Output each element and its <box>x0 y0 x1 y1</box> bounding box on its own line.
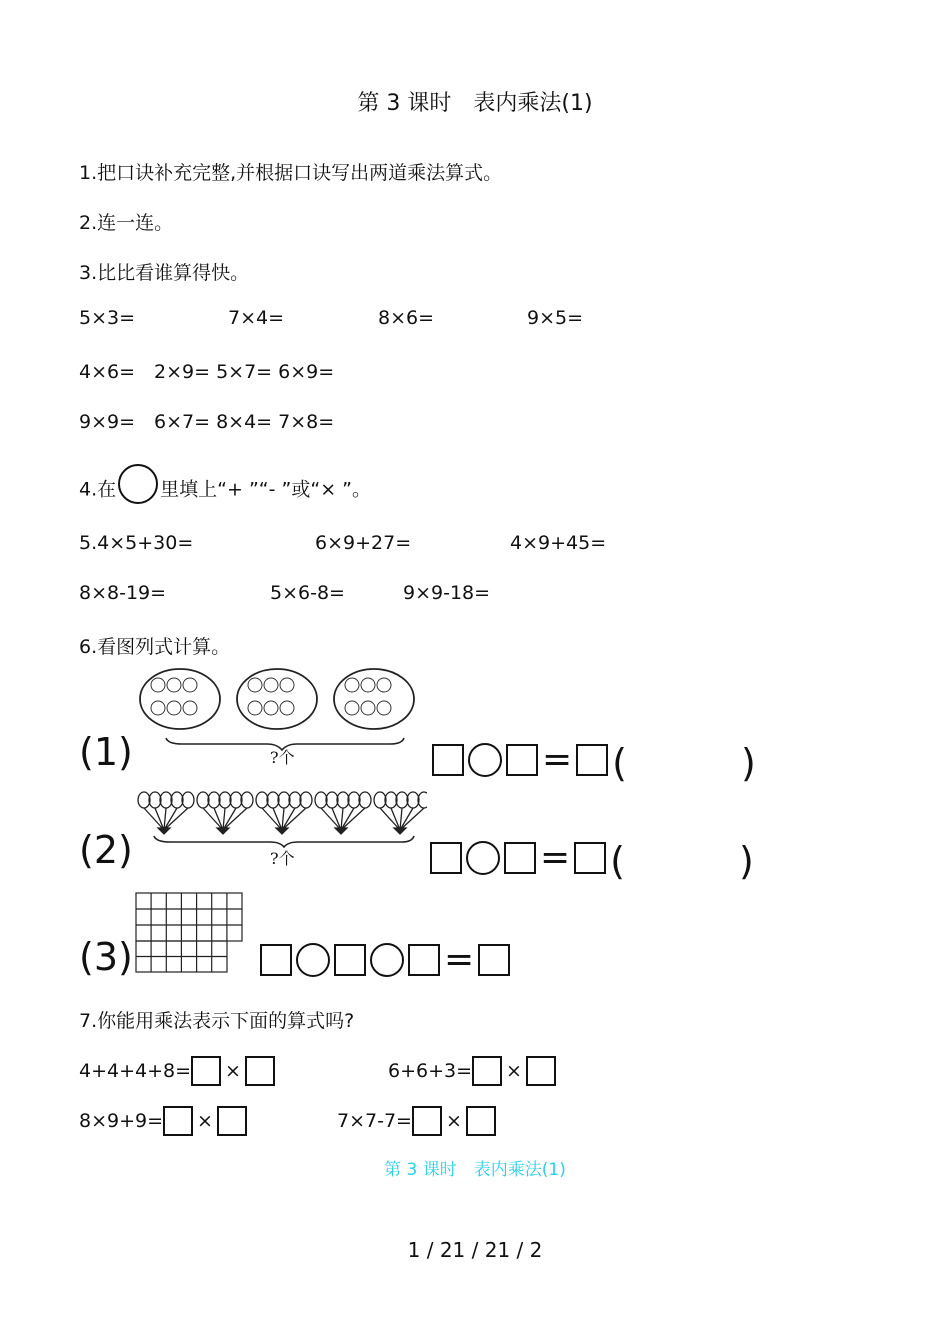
answer-box[interactable] <box>432 744 464 776</box>
answer-box[interactable] <box>506 744 538 776</box>
answer-box[interactable] <box>163 1106 193 1136</box>
answer-box[interactable] <box>466 1106 496 1136</box>
q5-expr-2: 6×9+27= <box>315 532 412 554</box>
answer-box[interactable] <box>504 842 536 874</box>
q7-item-2 <box>388 1056 556 1086</box>
q7-expr: 8×9+9= <box>79 1110 164 1132</box>
question-3: 3.比比看谁算得快。 <box>79 262 250 284</box>
answer-box[interactable] <box>478 944 510 976</box>
answer-box[interactable] <box>245 1056 275 1086</box>
q5-expr-5: 5×6-8= <box>270 582 345 604</box>
answer-box[interactable] <box>191 1056 221 1086</box>
answer-box[interactable] <box>576 744 608 776</box>
answer-box[interactable] <box>472 1056 502 1086</box>
question-2: 2.连一连。 <box>79 212 174 234</box>
page-number: 1 / 21 / 21 / 2 <box>407 1238 543 1262</box>
answer-box[interactable] <box>412 1106 442 1136</box>
page-title: 第 3 课时 表内乘法(1) <box>357 91 593 116</box>
answer-circle[interactable] <box>466 841 500 875</box>
answer-circle[interactable] <box>468 743 502 777</box>
question-7: 7.你能用乘法表示下面的算式吗? <box>79 1010 355 1032</box>
q5-expr-4: 8×8-19= <box>79 582 167 604</box>
q5-expr-3: 4×9+45= <box>510 532 607 554</box>
q6-answer-1 <box>430 732 756 787</box>
brace-label-1: ?个 <box>270 748 295 767</box>
q6-label-1: (1) <box>79 730 133 774</box>
question-4 <box>79 470 371 510</box>
q3-row-3: 9×9= 6×7= 8×4= 7×8= <box>79 411 335 433</box>
q3-expr-2: 7×4= <box>228 307 285 329</box>
answer-box[interactable] <box>334 944 366 976</box>
equals-sign: = <box>540 836 571 878</box>
answer-box[interactable] <box>574 842 606 874</box>
q4-suffix: 里填上“+ ”“- ”或“× ”。 <box>160 478 372 501</box>
q3-expr-1: 5×3= <box>79 307 136 329</box>
times-sign: × <box>506 1060 522 1082</box>
footer-title: 第 3 课时 表内乘法(1) <box>384 1160 566 1180</box>
q6-answer-3 <box>258 939 512 980</box>
q7-item-4 <box>337 1106 496 1136</box>
answer-box[interactable] <box>260 944 292 976</box>
answer-circle[interactable] <box>370 943 404 977</box>
q7-expr: 6+6+3= <box>388 1060 473 1082</box>
question-1: 1.把口诀补充完整,并根据口诀写出两道乘法算式。 <box>79 162 503 184</box>
q7-expr: 7×7-7= <box>337 1110 412 1132</box>
q6-label-3: (3) <box>79 935 133 979</box>
q3-expr-3: 8×6= <box>378 307 435 329</box>
q7-item-1 <box>79 1056 275 1086</box>
equals-sign: = <box>542 738 573 780</box>
times-sign: × <box>197 1110 213 1132</box>
balloon-bunches-illustration <box>132 790 427 848</box>
square-grid-illustration <box>135 892 245 974</box>
answer-box[interactable] <box>430 842 462 874</box>
q7-item-3 <box>79 1106 247 1136</box>
answer-box[interactable] <box>526 1056 556 1086</box>
q7-expr: 4+4+4+8= <box>79 1060 192 1082</box>
answer-circle[interactable] <box>118 464 158 504</box>
unit-paren[interactable]: ( ) <box>612 741 756 785</box>
q4-prefix: 4.在 <box>79 478 117 501</box>
unit-paren[interactable]: ( ) <box>610 839 754 883</box>
q3-expr-4: 9×5= <box>527 307 584 329</box>
q3-row-2: 4×6= 2×9= 5×7= 6×9= <box>79 361 335 383</box>
times-sign: × <box>225 1060 241 1082</box>
times-sign: × <box>445 1110 462 1132</box>
q6-label-2: (2) <box>79 828 133 872</box>
q5-expr-6: 9×9-18= <box>403 582 491 604</box>
question-6: 6.看图列式计算。 <box>79 636 231 658</box>
answer-box[interactable] <box>408 944 440 976</box>
equals-sign: = <box>444 939 475 980</box>
answer-circle[interactable] <box>296 943 330 977</box>
brace-label-2: ?个 <box>270 849 295 868</box>
q5-expr-1: 5.4×5+30= <box>79 532 194 554</box>
q6-answer-2 <box>428 830 754 885</box>
answer-box[interactable] <box>217 1106 247 1136</box>
